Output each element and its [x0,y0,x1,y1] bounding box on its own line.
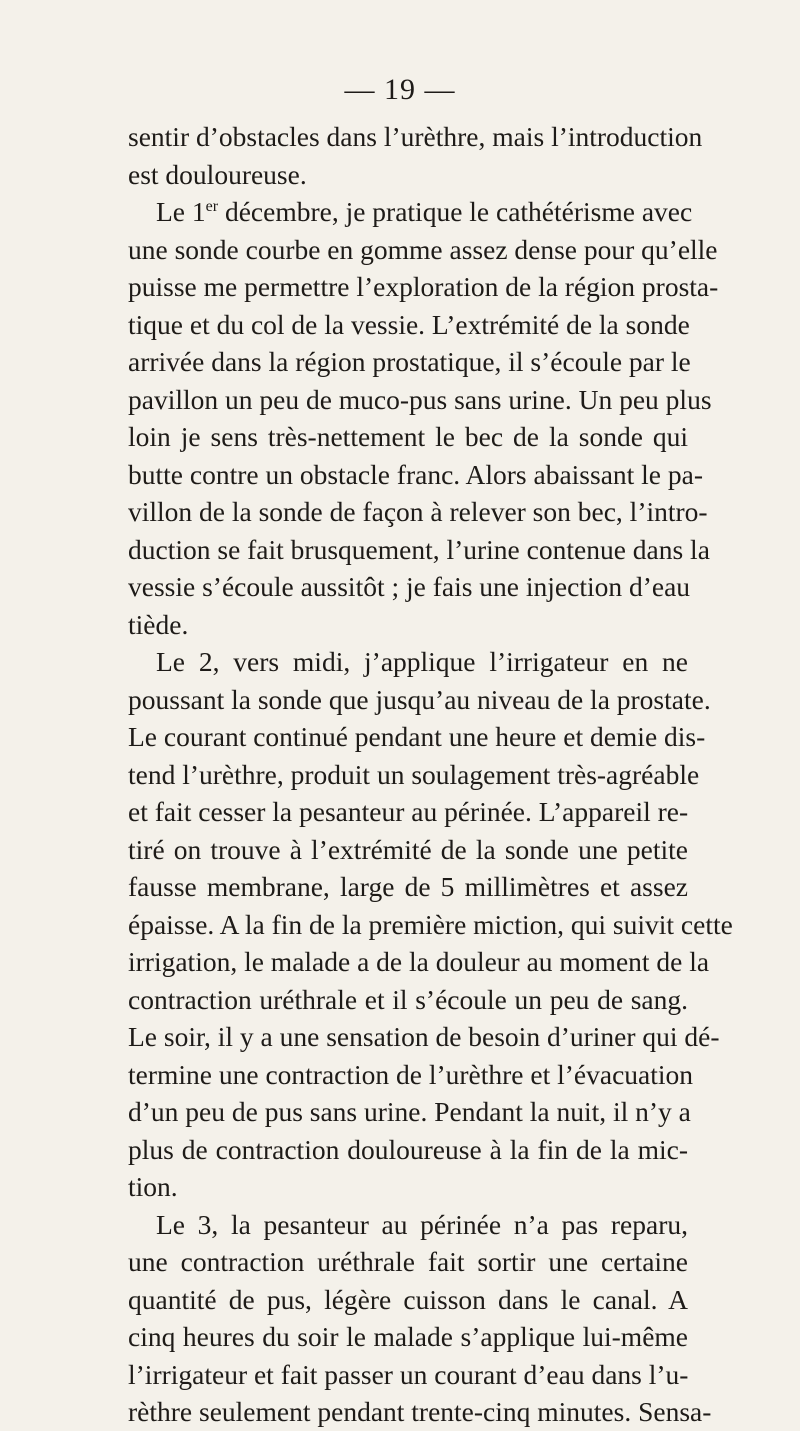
text-line: butte contre un obstacle franc. Alors abaissant le pa- [128,458,704,490]
text-line: tion. [128,1171,178,1202]
text-line: tend l’urèthre, produit un soulagement très-agréable [128,758,700,790]
text-line: plus de contraction douloureuse à la fin de la mic- [128,1133,688,1165]
text-line: quantité de pus, légère cuisson dans le canal. A [128,1283,688,1315]
text-line: puisse me permettre l’exploration de la région prosta- [128,271,719,302]
text-line: duction se fait brusquement, l’urine contenue dans la [128,533,710,565]
text-line: est douloureuse. [128,158,307,190]
text-line: loin je sens très-nettement le bec de la sonde qui [128,421,688,452]
text-line: arrivée dans la région prostatique, il s’écoule par le [128,346,691,377]
text-line: contraction uréthrale et il s’écoule un peu de sang. [128,983,688,1015]
text-line: Le soir, il y a une sensation de besoin d’uriner qui dé- [128,1021,720,1052]
text-line: tiré on trouve à l’extrémité de la sonde une petite [128,833,688,865]
text-line: cinq heures du soir le malade s’applique lui-même [128,1321,688,1352]
text-line: Le 1er décembre, je pratique le cathétérisme avec [156,196,693,227]
text-line: épaisse. A la fin de la première miction, qui suivit cette [128,908,733,940]
text-line: pavillon un peu de muco-pus sans urine. Un peu plus [128,383,712,415]
text-line: tiède. [128,608,189,640]
text-line: tique et du col de la vessie. L’extrémité de la sonde [128,308,690,340]
text-line: vessie s’écoule aussitôt ; je fais une injection d’eau [128,571,691,602]
text-line: une sonde courbe en gomme assez dense pour qu’elle [128,233,718,265]
text-line: une contraction uréthrale fait sortir une certaine [128,1246,688,1277]
text-line: sentir d’obstacles dans l’urèthre, mais l’introduction [128,121,703,152]
text-line: termine une contraction de l’urèthre et l’évacuation [128,1058,694,1090]
text-line: Le courant continué pendant une heure et demie dis- [128,721,706,752]
body-text [128,118,733,1431]
page-number-header: — 19 — [344,73,456,106]
text-line: poussant la sonde que jusqu’au niveau de la prostate. [128,683,711,715]
text-line: Le 2, vers midi, j’applique l’irrigateur en ne [156,646,688,677]
text-line: villon de la sonde de façon à relever son bec, l’intro- [128,496,708,527]
text-line: d’un peu de pus sans urine. Pendant la nuit, il n’y a [128,1096,691,1127]
text-line: Le 3, la pesanteur au périnée n’a pas reparu, [156,1208,688,1240]
text-line: l’irrigateur et fait passer un courant d’eau dans l’u- [128,1358,689,1390]
text-line: irrigation, le malade a de la douleur au moment de la [128,946,710,977]
text-line: fausse membrane, large de 5 millimètres et assez [128,871,688,902]
text-line: rèthre seulement pendant trente-cinq minutes. Sensa- [128,1396,712,1427]
text-line: et fait cesser la pesanteur au périnée. L’appareil re- [128,796,689,827]
